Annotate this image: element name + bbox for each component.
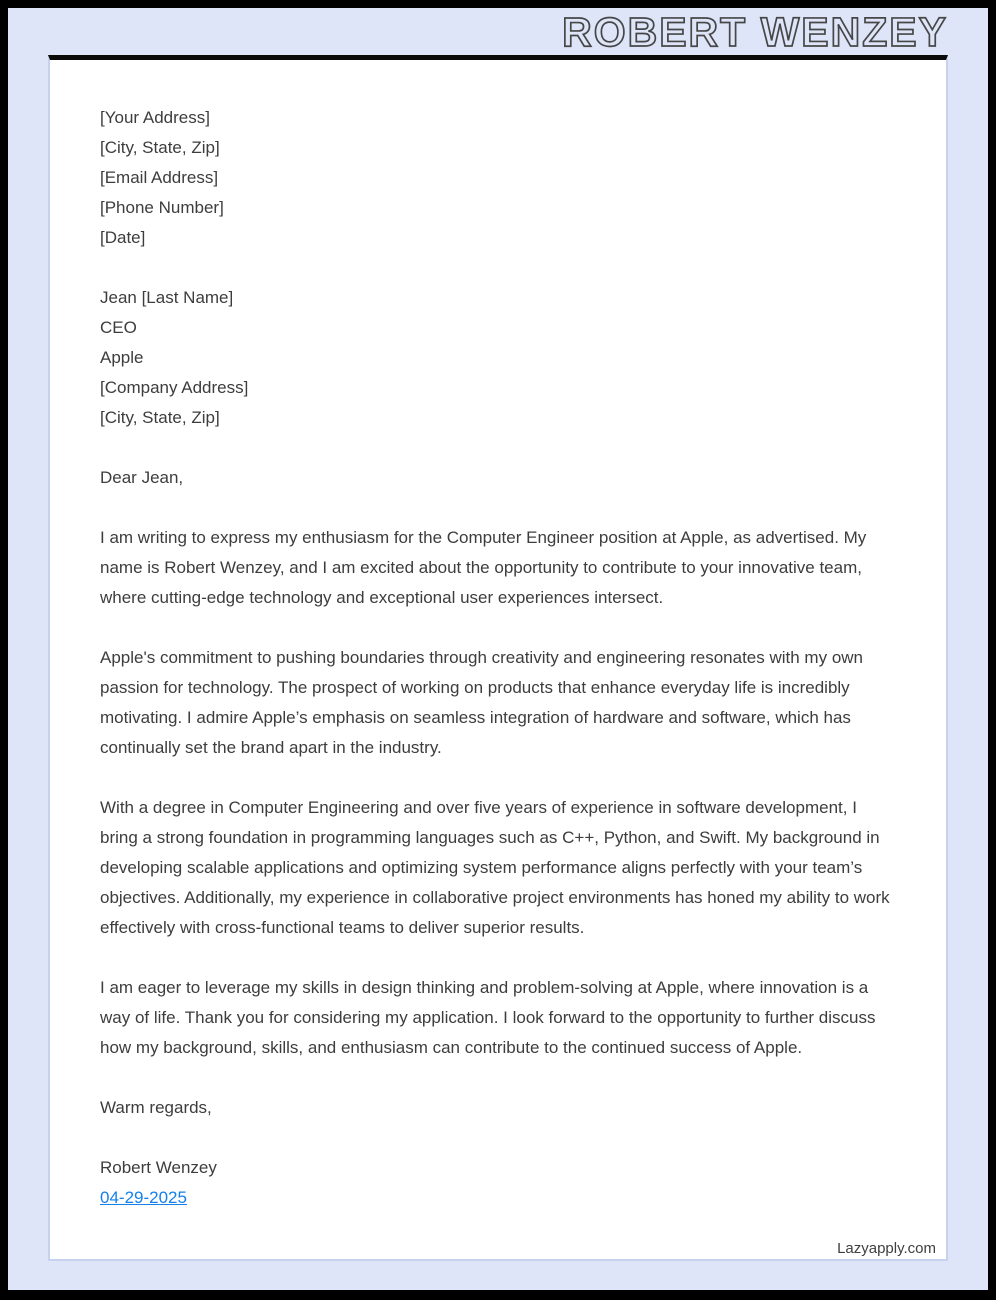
date-line — [100, 1183, 896, 1213]
letter-body — [50, 60, 946, 1213]
date-link[interactable]: 04-29-2025 — [100, 1188, 187, 1207]
sender-address-line: [Your Address] — [100, 108, 210, 127]
recipient-company-address-line: [Company Address] — [100, 378, 249, 397]
applicant-name-heading: ROBERT WENZEY — [562, 9, 948, 55]
sender-email-line: [Email Address] — [100, 168, 219, 187]
lazyapply-watermark: Lazyapply.com — [837, 1240, 936, 1257]
recipient-address-block — [100, 283, 896, 433]
paragraph-closing-statement: I am eager to leverage my skills in design thinking and problem-solving at Apple, where innovation is a way of life. Thank you for considering my application. I look forward to the opportunity to further discuss how my background, skills, and enthusiasm can contribute to the continued success of Apple. — [100, 978, 876, 1057]
recipient-company-line: Apple — [100, 348, 144, 367]
signature-name: Robert Wenzey — [100, 1158, 217, 1177]
paragraph-introduction: I am writing to express my enthusiasm for the Computer Engineer position at Apple, as advertised. My name is Robert Wenzey, and I am excited about the opportunity to contribute to your innovative team, where cutting-edge technology and exceptional user experiences intersect. — [100, 528, 867, 607]
sender-phone-line: [Phone Number] — [100, 198, 224, 217]
salutation: Dear Jean, — [100, 468, 184, 487]
sender-date-line: [Date] — [100, 228, 146, 247]
paragraph-qualifications: With a degree in Computer Engineering and over five years of experience in software development, I bring a strong foundation in programming languages such as C++, Python, and Swift. My background in developing scalable applications and optimizing system performance aligns perfectly with your team’s objectives. Additionally, my experience in collaborative project environments has honed my ability to work effectively with cross-functional teams to deliver superior results. — [100, 798, 890, 937]
recipient-name-line: Jean [Last Name] — [100, 288, 234, 307]
recipient-city-line: [City, State, Zip] — [100, 408, 220, 427]
letterhead — [48, 0, 948, 55]
sender-address-block — [100, 103, 896, 253]
letter-sheet — [48, 55, 948, 1261]
recipient-title-line: CEO — [100, 318, 137, 337]
closing-phrase: Warm regards, — [100, 1098, 212, 1117]
sender-city-line: [City, State, Zip] — [100, 138, 220, 157]
paragraph-company-admiration: Apple's commitment to pushing boundaries through creativity and engineering resonates with my own passion for technology. The prospect of working on products that enhance everyday life is incredibly motivating. I admire Apple’s emphasis on seamless integration of hardware and software, which has continually set the brand apart in the industry. — [100, 648, 863, 757]
